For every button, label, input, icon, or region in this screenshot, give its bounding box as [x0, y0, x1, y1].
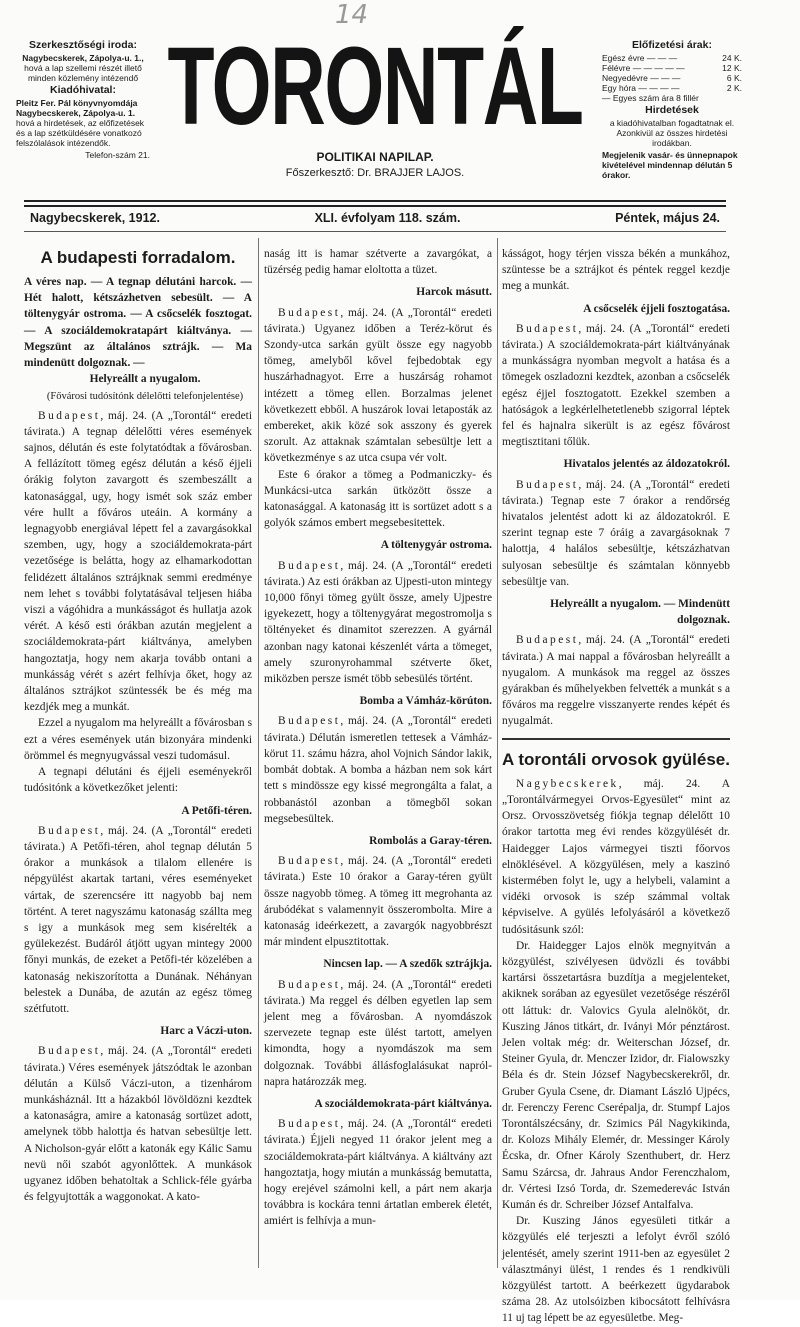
paragraph-text: , máj. 24. (A „Torontál“ eredeti távirata.) Tegnap este 7 órakor a rendőrség hivatalos jelentést adott ki az áldozatokról. E szerint tegnap este 7 óráig a zavargásoknak 7 halottja, 4 halálos sebesültje, kétszázhatvan sulyosan sebesültje és számtalan könnyebb sebesültje van. — [502, 478, 730, 588]
editorial-office-box — [16, 38, 150, 160]
dateline-lead: Budapest — [278, 559, 341, 572]
dateline-lead: Budapest — [516, 478, 579, 491]
paragraph — [264, 305, 492, 467]
price-list — [602, 53, 742, 93]
section-heading: Bomba a Vámház-körúton. — [359, 695, 492, 708]
paragraph-text: Dr. Haidegger Lajos elnök megnyitván a közgyülést, szivélyesen üdvözli és további kartársi összetartásra buzdítja a megjelenteket, akiknek sorában az egyesület vezetősége részéről ott láttuk: dr. Valovics Gyula alelnököt, dr. Kuszing János titkárt, dr. Iványi Mór pénztárost. Jelen voltak még: dr. Weiterschan József, dr. Steiner Gyula, dr. Menczer Izidor, dr. Fialowszky Béla és dr. Stein József Nagybecskerekről, dr. Gruber Gyula Csene, dr. Diamant László Ujpécs, dr. Ferenczy Ferenc Cserépalja, dr. Stumpf Lajos Torontálszécsány, dr. Szimics Pál Nagykikinda, dr. Kolozs Mihály Elemér, dr. Messinger Károly Écska, dr. Ofner Károly Szenthubert, dr. Herz Samu Szárcsa, dr. Jahraus Andor Ferenczhalom, dr. Vértesi Izsó Torda, dr. Szemederevác István Kumán és dr. Schreiber József Antalfalva. — [502, 939, 730, 1211]
office-text: hová a lap szellemi részét illető minden közlemény intézendő — [24, 63, 142, 83]
paragraph — [264, 713, 492, 826]
dateline-lead: Budapest — [38, 409, 101, 422]
handwritten-page-number: 14 — [335, 0, 369, 30]
column-divider — [497, 238, 498, 1268]
single-copy-price: — Egyes szám ára 8 fillér — [602, 93, 699, 103]
article-headline: A budapesti forradalom. — [40, 248, 236, 267]
editor-in-chief: Főszerkesztő: Dr. BRAJJER LAJOS. — [285, 167, 465, 179]
price-label: Egész évre — — — — [602, 53, 678, 63]
dateline-lead: Nagybecskerek — [516, 777, 619, 790]
section-heading: A csőcselék éjjeli fosztogatása. — [583, 302, 730, 315]
paragraph — [264, 1116, 492, 1229]
dateline-lead: Budapest — [516, 322, 579, 335]
office-address: Nagybecskerek, Zápolya-u. 1., — [22, 53, 144, 63]
price-row — [602, 73, 742, 83]
paragraph-text: , máj. 24. (A „Torontál“ eredeti távirata.) A tegnap délelőtti véres események sajnos, délután és este folytatódtak a fővárosban. A fellázított tömeg egész délután a késő éjjeli órákig folyton zavargott és szembeszállt a katonasággal, ugy, hogy ismét sok száz ember vére hullt a főváros uteáin. A kormány a legnagyobb energiával lépett fel a zavargásokkal szemben, ugy, hogy a szociáldemokrata-párt vezetősége is belátta, hogy az elhamarkodottan felidézett általános sztrájknak semmi eredménye nem lehet s további folytatásával teljesen hiába viszi a vágóhidra a munkásságot és hullatja azok vérét. A késő esti órákban azután megjelent a szociáldemokrata-párt kiáltványa, amelyben hangoztatja, hogy nem akarja tovább ontani a munkásság vérét s azért felhívja őket, hogy az általános sztrájkot szüntessék be és még ma kezdjék meg a munkát. — [24, 409, 252, 714]
ads-title: Hirdetések — [645, 104, 699, 116]
paragraph-text: Este 6 órakor a tömeg a Podmaniczky- és Munkácsi-utca sarkán ütközött össze a katonasággal. A katonaság itt is sortüzet adott s a golyók számos embert megsebesitettek. — [264, 468, 492, 530]
rule — [24, 231, 726, 232]
paragraph-text: , máj. 24. (A „Torontál“ eredeti távirata.) Ugyanez időben a Teréz-körut és Szondy-utca sarkán gyült össze egy nagyobb tömeg, amelyből kővel fejbedobtak egy huszárhadnagyot. Erre a huszárság rohamot intézett a tömeg ellen. Borzalmas jelenet következett ebből. A huszárok lovai letaposták az embereket, akik közé sok asszony és gyerek szorult. Az attaknak számtalan sebesültje lett a következménye s az utca csupa vér volt. — [264, 306, 492, 465]
dateline-lead: Budapest — [278, 715, 341, 728]
dateline-lead: Budapest — [278, 306, 341, 319]
dateline-lead: Budapest — [278, 978, 341, 991]
paragraph — [502, 321, 730, 451]
prices-title: Előfizetési árak: — [632, 39, 712, 51]
column-2 — [264, 246, 492, 1230]
price-value: 12 K. — [722, 63, 742, 73]
section-heading: A szociáldemokrata-párt kiáltványa. — [314, 1097, 492, 1110]
section-heading: Harcok másutt. — [416, 286, 492, 299]
price-row — [602, 63, 742, 73]
publisher-text: hová a hirdetések, az előfizetések és a lap szétküldésére vonatkozó felszólalások intézendők. — [16, 118, 145, 148]
paragraph — [24, 715, 252, 764]
paragraph — [264, 467, 492, 532]
dateline-lead: Budapest — [38, 1045, 101, 1058]
masthead — [158, 25, 592, 148]
article-headline: A torontáli orvosok gyülése. — [502, 749, 730, 769]
dateline-lead: Budapest — [38, 824, 101, 837]
paragraph — [502, 938, 730, 1213]
dateline-issue: XLI. évfolyam 118. szám. — [314, 211, 461, 225]
price-value: 6 K. — [726, 73, 742, 83]
price-label: Negyedévre — — — — [602, 73, 681, 83]
paragraph — [24, 764, 252, 796]
paragraph — [24, 823, 252, 1017]
paragraph — [502, 632, 730, 729]
paragraph-text: , máj. 24. (A „Torontál“ eredeti távirata.) Ma reggel és délben egyetlen lap sem jelent meg a fővárosban. A nyomdászok szervezete tegnap este ülést tartott, amelyen kimondta, hogy a nyomdászok ma sem dolgoznak. További állásfoglalásukat napról-napra határozzák meg. — [264, 978, 492, 1088]
dateline-lead: Budapest — [278, 855, 341, 868]
paragraph — [264, 558, 492, 688]
paragraph — [502, 776, 730, 938]
double-rule — [24, 200, 726, 207]
paragraph-text: Ezzel a nyugalom ma helyreállt a fővárosban s ezt a véres események után bizonyára mindenki örömmel és megnyugvással veszi tudomásul. — [24, 717, 252, 762]
paragraph-text: , máj. 24. (A „Torontál“ eredeti távirata.) A szociáldemokrata-párt kiáltványának a munkásságra nyomban megvolt a hatása és a tömegek oszladozni kezdtek, azonban a csőcselék egész éjjel fosztogatott. Ezekkel szemben a hatóságok a legkérlelhetetlenebb szigorral léptek fel és hajnalra sikerült is az egész fővárost megtisztitani tőlük. — [502, 322, 730, 449]
continued-paragraph: kásságot, hogy térjen vissza békén a munkához, szüntesse be a sztrájkot és péntek reggel kezdje meg a munkát. — [502, 248, 730, 293]
section-heading: Hivatalos jelentés az áldozatokról. — [563, 458, 730, 471]
section-heading: A töltenygyár ostroma. — [380, 539, 492, 552]
paragraph — [502, 477, 730, 590]
paragraph-text: , máj. 24. (A „Torontál“ eredeti távirata.) A mai nappal a fővárosban helyreállt a nyugalom. A munkások ma reggel az összes gyárakban és műhelyekben felvették a munkát s a főváros ma reggelre visszanyerte rendes képét és nyugalmát. — [502, 634, 730, 728]
subscription-box — [602, 38, 742, 180]
article-deck: A véres nap. — A tegnap délutáni harcok. — Hét halott, kétszázhetven sebesült. — A töltenygyár ostroma. — A csőcselék fosztogat. — A szociáldemokratapárt kiáltványa. — Megszünt az általános sztrájk. — Ma mindenütt dolgoznak. — — [24, 276, 252, 370]
masthead-title: TORONTÁL — [167, 25, 583, 148]
dateline-lead: Budapest — [278, 1118, 341, 1131]
price-value: 24 K. — [722, 53, 742, 63]
section-heading: A Petőfi-téren. — [181, 804, 252, 817]
source-note: (Fővárosi tudósítónk délelőtti telefonjelentése) — [46, 391, 244, 403]
paragraph-text: , máj. 24. (A „Torontál“ eredeti távirata.) Az esti órákban az Ujpesti-uton mintegy 10,000 főnyi tömeg gyült össze, amely Ujpestre igyekezett, hogy a töltenygyárat megostromolja s töltényeket és dinamitot szerezzen. A gyárnál azonban nagy katonai készenlét várta a tömeget, amely szuronyrohammal szétverte őket, miközben persze ismét több sebesülés történt. — [264, 559, 492, 686]
paragraph — [264, 977, 492, 1090]
paragraph — [24, 1043, 252, 1205]
section-heading: Nincsen lap. — A szedők sztrájkja. — [323, 958, 492, 971]
price-label: Egy hóra — — — — — [602, 83, 680, 93]
paragraph — [264, 853, 492, 950]
continued-paragraph: naság itt is hamar szétverte a zavargókat, a tüzérség pedig hamar eloltotta a tüzet. — [264, 248, 492, 277]
paragraph-text: , máj. 24. (A „Torontál“ eredeti távirata.) Éjjeli negyed 11 órakor jelent meg a szociáldemokrata-párt kiáltványa. A kiáltvány azt hangoztatja, hogy miután a munkásság bemutatta, hogy erejével számolni kell, a párt nem akarja továbbra is kockára tenni ártatlan emberek életét, amiért is felhívja a mun- — [264, 1118, 492, 1228]
dateline-date: Péntek, május 24. — [615, 211, 720, 225]
dateline-place: Nagybecskerek, 1912. — [30, 211, 160, 225]
paragraph — [24, 408, 252, 716]
price-value: 2 K. — [726, 83, 742, 93]
section-heading: Rombolás a Garay-téren. — [369, 834, 492, 847]
article-deck-line: Helyreállt a nyugalom. — [89, 373, 201, 386]
column-1 — [24, 246, 252, 1205]
publisher-name: Pleitz Fer. Pál könyvnyomdája Nagybecskerek, Zápolya-u. 1. — [16, 98, 138, 118]
dateline-lead: Budapest — [516, 634, 579, 647]
paragraph-text: , máj. 24. A „Torontálvármegyei Orvos-Egyesület“ mint az Orsz. Orvosszövetség fiókja tegnap délelőtt 10 órakor tartotta meg évi rendes közgyülését dr. Haidegger Lajos vármegyei tiszti főorvos elnöklésével. A közgyülésen, mely a kaszinó kistermében folyt le, ugy a helybeli, valamint a vidéki orvosok is szép számmal voltak képviselve. A gyülés lefolyásáról a következő tudósitásunk szól: — [502, 777, 730, 936]
price-label: Félévre — — — — — — [602, 63, 685, 73]
section-heading: Harc a Váczi-uton. — [160, 1025, 252, 1038]
ads-text: a kiadóhivatalban fogadtatnak el. Azonkivül az összes hirdetési irodákban. — [609, 118, 735, 148]
article-separator — [502, 738, 730, 740]
column-3 — [502, 246, 730, 1327]
paragraph-text: , máj. 24. (A „Torontál“ eredeti távirata.) Délután ismeretlen tettesek a Vámház-körut 11. számu házra, ahol Vojnich Sándor lakik, bombát dobtak. A bomba a házban nem sok kárt tett s mindössze egy kissé megrongálta a falat, a robbanástól azonban a tömegből sokan megsebesültek. — [264, 715, 492, 825]
publisher-title: Kiadóhivatal: — [50, 84, 116, 96]
paragraph-text: , máj. 24. (A „Torontál“ eredeti távirata.) A Petőfi-téren, ahol tegnap délután 5 órakor a munkások a tilalom ellenére is népgyülést akartak tartani, véres eseményeket vártak, de szerencsére itt nagyobb baj nem történt. A teret nagyszámu katonaság szállta meg s igy a munkások meg sem kisérelték a gyülekezést. Budáról átjött ugyan mintegy 2000 főnyi munkás, de ezeket a Petőfi-tér közelében a katonaság nekiszorította a Dunának. Néhányan belestek a Dunába, de azután az egész tömeg szétfutott. — [24, 824, 252, 1015]
masthead-subtitle: POLITIKAI NAPILAP. — [316, 150, 434, 164]
paragraph-text: , máj. 24. (A „Torontál“ eredeti távirata.) Véres események játszódtak le azonban délután a Külső Váczi-uton, a tizenhárom munkásháznál. Itt a házakból lövöldözni kezdtek a katonaságra, amire a katonaság sortüzet adott, amelynek több halottja és hatvan sebesültje lett. A Nicholson-gyár előtt a katonák egy Kálic Samu nevü női szabót agyonlőttek. A munkások ugyanez időben behatoltak a Schlick-féle gyárba és felgyujtották a waggonokat. A kato- — [24, 1045, 252, 1204]
paragraph-text: Dr. Kuszing János egyesületi titkár a közgyülés elé terjeszti a lefolyt évről szóló jelentését, amely szerint 1911-ben az egyesület 2 választmányi ülést, 1 rendes és 1 rendkivüli közgyülést tartott. A beérkezett ügydarabok száma 28. Az utolsóizben kibocsátott felhívásra 11 uj tag lépett be az egyesületbe. Meg- — [502, 1215, 730, 1325]
column-divider — [258, 238, 259, 1268]
price-row — [602, 53, 742, 63]
publication-schedule: Megjelenik vasár- és ünnepnapok kivételével mindennap délután 5 órakor. — [602, 150, 738, 180]
section-heading: Helyreállt a nyugalom. — Mindenütt dolgoznak. — [550, 598, 730, 627]
office-title: Szerkesztőségi iroda: — [29, 39, 137, 51]
price-row — [602, 83, 742, 93]
phone-number: Telefon-szám 21. — [85, 150, 150, 160]
dateline — [24, 211, 726, 226]
paragraph-text: A tegnapi délutáni és éjjeli eseményekről tudósitónk a következőket jelenti: — [24, 766, 252, 795]
paragraph — [502, 1213, 730, 1326]
paragraph-text: , máj. 24. (A „Torontál“ eredeti távirata.) Este 10 órakor a Garay-téren gyült össze nagyobb tömeg. A tömeg itt megrohanta az árubódékat s valamennyit összerombolta. Mire a katonaság ideérkezett, a zavargók nagyobbrészt már mindent elpusztitottak. — [264, 855, 492, 949]
